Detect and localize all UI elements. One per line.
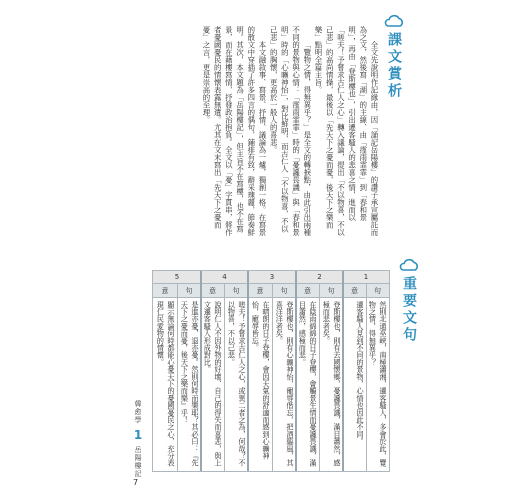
key-sentences-header: [398, 258, 420, 344]
sentence-cell: [177, 284, 201, 471]
meaning-header: 意: [343, 284, 366, 298]
sentence-text: 登斯樓也，則有心曠神怡，寵辱偕忘，把酒臨風，其喜洋洋者矣。: [275, 301, 295, 467]
sentence-header: 句: [224, 284, 248, 298]
sentence-text: 嗟夫！予嘗求古仁人之心，或異二者之為，何哉？不以物喜，不以己悲。: [227, 301, 247, 467]
meaning-cell: [343, 284, 366, 471]
key-sentences-title: 重要文句: [401, 276, 417, 344]
meaning-text: 顯示無論何時都能心憂天下的憂國憂民之心，充分表現仁民愛物的情懷。: [156, 301, 176, 467]
appreciation-text: [176, 26, 380, 236]
column-number: 2: [296, 271, 343, 284]
grid-line: [247, 271, 249, 471]
grid-line: [319, 284, 320, 471]
sentence-cell: [272, 284, 296, 471]
meaning-cell: [296, 284, 319, 471]
grid-line: [295, 271, 297, 471]
sentence-header: 句: [177, 284, 201, 298]
appreciation-paragraph-2: 「覽物之情，得無異乎？」是全文的轉捩點，由此引出兩種不同的景物與心情：「霪雨霏霏」時的「憂讒畏譏」與「春和景明」時的「心曠神怡」，對比鮮明，而古仁人「不以物喜，不以己悲」的胸懷，更高於一般人的喜悲。: [269, 26, 312, 236]
meaning-cell: [153, 284, 177, 471]
appreciation-header: [383, 14, 405, 100]
meaning-text: 說明仁人不因外物的好壞、自己的得失而喜悲，與上文遷客騷人形成對比。: [203, 301, 223, 467]
column-number: 5: [153, 271, 201, 284]
grid-line: [177, 284, 178, 471]
grid-line: [342, 271, 344, 471]
key-sentences-table: [152, 270, 390, 472]
cloud-icon: [398, 258, 420, 272]
meaning-header: 意: [201, 284, 224, 298]
grid-line: [200, 271, 202, 471]
meaning-header: 意: [296, 284, 319, 298]
meaning-text: 遷客騷人見到不同的景物，心情也因此不同。: [356, 301, 365, 445]
appreciation-paragraph-1: 全文先說明作記緣由，因「誦記岳陽樓」的讚子承宣屬託而為之文，然後寫「湖」的主線、由「霪雨霏霏」到「春和景明」，再由「登斯樓也」，引出遷客騷人的悲喜之情，進而以「嗟夫！予嘗求古仁人之心」轉入議論，提出「不以物喜，不以己悲」的高尚情操，最後以「先天下之憂而憂，後天下之樂而樂」點明全篇主旨。: [313, 26, 379, 236]
sentence-header: 句: [272, 284, 296, 298]
column-number: 4: [201, 271, 248, 284]
chapter-label-bottom: 岳陽樓記: [134, 446, 142, 478]
sentence-cell: [224, 284, 248, 471]
chapter-tab: [131, 400, 145, 478]
sentence-header: 句: [366, 284, 389, 298]
page-number: 7: [133, 478, 139, 487]
grid-line: [224, 284, 225, 471]
sentence-text: 是進亦憂，退亦憂。然則何時而樂耶？其必曰：『先天下之憂而憂，後天下之樂而樂』乎！: [180, 301, 200, 467]
chapter-number: 1: [133, 428, 143, 442]
column-number: 3: [248, 271, 296, 284]
appreciation-title: 課文賞析: [386, 32, 402, 100]
meaning-text: 在陰雨綿綿的日子登樓，會觸景生情而憂讒畏譏，滿目蕭然，感極而悲。: [298, 301, 318, 467]
sentence-cell: [366, 284, 389, 471]
meaning-text: 在晴朗的日子登樓，會因天氣的舒適而感到心曠神怡，寵辱皆忘。: [251, 301, 271, 460]
sentence-header: 句: [319, 284, 343, 298]
meaning-header: 意: [248, 284, 272, 298]
sentence-text: 登斯樓也，則有去國懷鄉，憂讒畏譏，滿目蕭然，感極而悲者矣。: [322, 301, 342, 467]
chapter-label-top: 韓愈學: [134, 400, 142, 424]
cloud-icon: [383, 14, 405, 28]
sentence-cell: [319, 284, 343, 471]
grid-line: [272, 284, 273, 471]
meaning-cell: [201, 284, 224, 471]
meaning-header: 意: [153, 284, 177, 298]
meaning-cell: [248, 284, 272, 471]
grid-line: [366, 284, 367, 471]
column-number: 1: [343, 271, 389, 284]
sentence-text: 然則北通巫峽，南極瀟湘，遷客騷人，多會於此，覽物之情，得無異乎？: [368, 301, 388, 467]
appreciation-paragraph-3: 本文融敘事、寫景、抒情、議論為一爐，獨創一格。在寫景的散文中穿插了許多四言的偶句，鋪排有致，辭采瑰麗，節奏鮮明。其次，本文題為「岳陽樓記」，但主旨不在寫樓，也不在寫景，而在藉樓寫情，抒發政治抱負。全文以「憂」字貫串，將作者憂國憂民的情懷表露無遺。尤其在文末寫出「先天下之憂而憂」之言，更是崇高的至理。: [201, 26, 267, 236]
